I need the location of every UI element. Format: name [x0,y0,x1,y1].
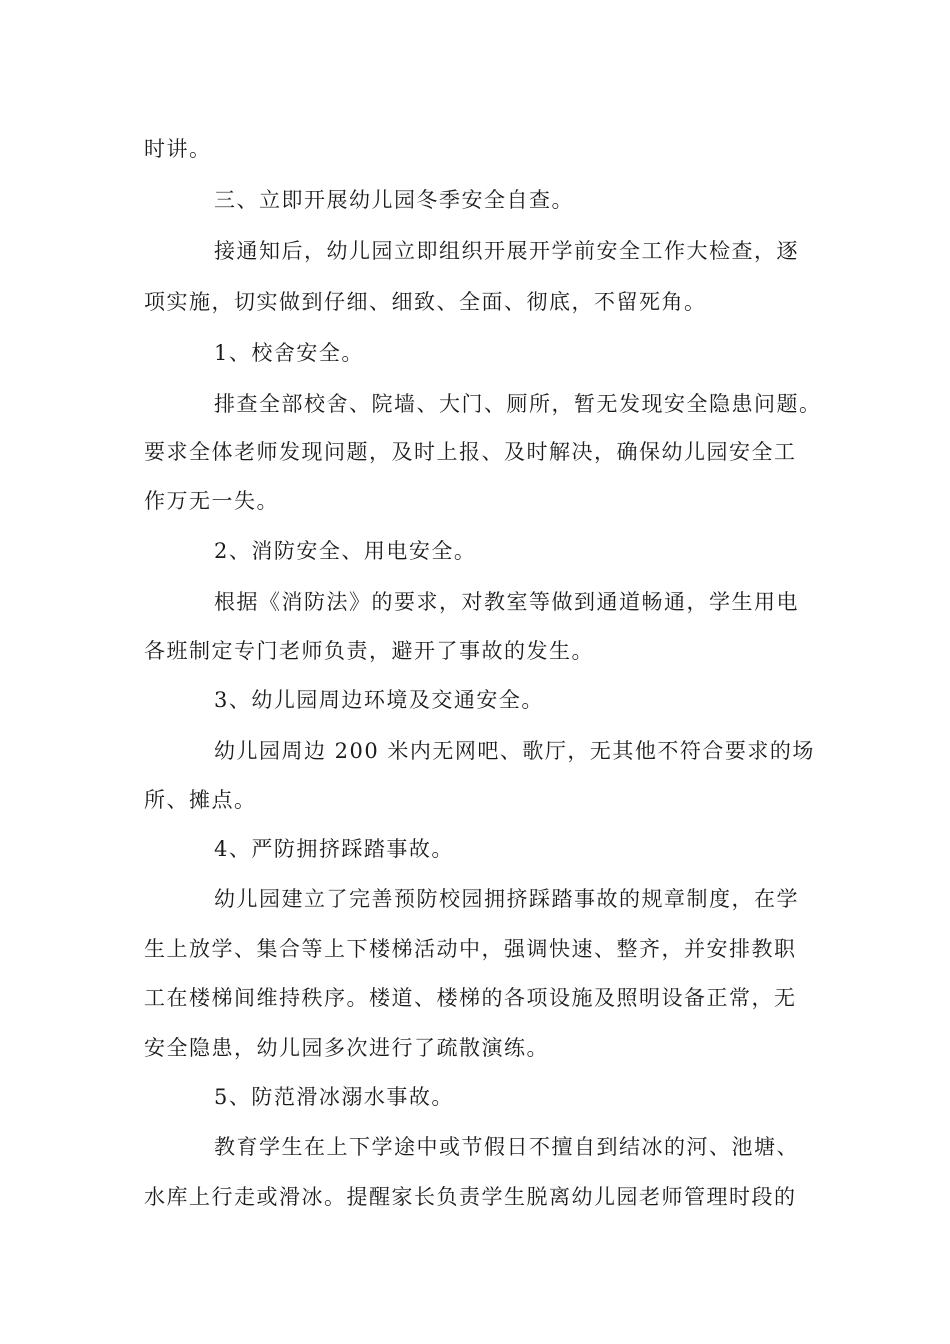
paragraph-line: 排查全部校舍、院墙、大门、厕所，暂无发现安全隐患问题。 [214,392,822,416]
paragraph-line: 各班制定专门老师负责，避开了事故的发生。 [144,639,594,663]
paragraph-line: 接通知后，幼儿园立即组织开展开学前安全工作大检查，逐 [214,239,799,263]
subsection-heading: 4、严防拥挤踩踏事故。 [214,837,454,861]
paragraph-line: 项实施，切实做到仔细、细致、全面、彻底，不留死角。 [144,290,707,314]
paragraph-line: 生上放学、集合等上下楼梯活动中，强调快速、整齐，并安排教职 [144,937,797,961]
subsection-heading: 3、幼儿园周边环境及交通安全。 [214,688,544,712]
paragraph-line: 教育学生在上下学途中或节假日不擅自到结冰的河、池塘、 [214,1135,799,1159]
subsection-heading: 2、消防安全、用电安全。 [214,539,477,563]
text-line: 时讲。 [144,137,212,161]
paragraph-line: 安全隐患，幼儿园多次进行了疏散演练。 [144,1036,549,1060]
section-heading: 三、立即开展幼儿园冬季安全自查。 [214,188,574,212]
paragraph-line: 水库上行走或滑冰。提醒家长负责学生脱离幼儿园老师管理时段的 [144,1185,797,1209]
paragraph-line: 作万无一失。 [144,489,279,513]
paragraph-line: 要求全体老师发现问题，及时上报、及时解决，确保幼儿园安全工 [144,440,797,464]
paragraph-line: 工在楼梯间维持秩序。楼道、楼梯的各项设施及照明设备正常，无 [144,986,797,1010]
paragraph-line: 幼儿园建立了完善预防校园拥挤踩踏事故的规章制度，在学 [214,887,799,911]
paragraph-line: 幼儿园周边 200 米内无网吧、歌厅，无其他不符合要求的场 [214,739,815,763]
paragraph-line: 所、摊点。 [144,788,257,812]
paragraph-line: 根据《消防法》的要求，对教室等做到通道畅通，学生用电 [214,590,799,614]
subsection-heading: 5、防范滑冰溺水事故。 [214,1085,454,1109]
subsection-heading: 1、校舍安全。 [214,341,364,365]
